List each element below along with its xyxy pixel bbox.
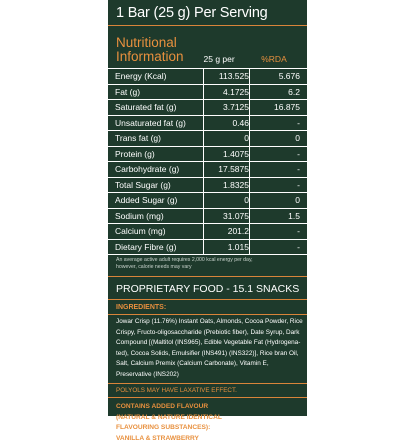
row-rda: - [250, 180, 300, 190]
nutrition-table [108, 68, 307, 255]
row-value: 31.075 [204, 211, 249, 221]
row-value: 201.2 [204, 226, 249, 236]
table-row [108, 69, 307, 85]
energy-note-line-2: however, calorie needs may vary [116, 264, 307, 271]
table-row [108, 131, 307, 147]
row-value: 3.7125 [204, 102, 249, 112]
flavour-line-4: VANILLA & STRAWBERRY [116, 434, 307, 444]
row-label: Calcium (mg) [108, 226, 203, 236]
table-row [108, 224, 307, 240]
nutrition-header [108, 25, 307, 68]
row-label: Carbohydrate (g) [108, 164, 203, 174]
row-rda: - [250, 242, 300, 252]
nutrition-label-panel [108, 0, 307, 416]
row-label: Added Sugar (g) [108, 195, 203, 205]
table-row [108, 178, 307, 194]
row-rda: 0 [250, 133, 300, 143]
row-rda: 1.5 [250, 211, 300, 221]
flavour-line-2: (NATURAL & NATURE IDENTICAL [116, 413, 307, 424]
row-label: Total Sugar (g) [108, 180, 203, 190]
flavour-line-3: FLAVOURING SUBSTANCES): [116, 423, 307, 434]
row-label: Dietary Fibre (g) [108, 242, 203, 252]
per-serving-header: 25 g per [204, 54, 256, 64]
ingredients-heading: INGREDIENTS: [108, 299, 307, 314]
row-value: 1.015 [204, 242, 249, 252]
row-label: Protein (g) [108, 149, 203, 159]
row-label: Fat (g) [108, 87, 203, 97]
row-rda: 0 [250, 195, 300, 205]
ingredients-text: Jowar Crisp (11.76%) Instant Oats, Almonds, Cocoa Powder, Rice Crispy, Fructo-oligosaccharide (Prebiotic fiber), Date Syrup, Dark Compound [(Maltitol (INS965), Edible Vegetable Fat (Hydrogena- ted), Cocoa Solids, Emulsifier (INS491) (INS322)], Rice bran Oil, Salt, Calcium Premix (Calcium Carbonate), Vitamin E, Preservative (INS202) [108, 314, 307, 383]
row-value: 1.8325 [204, 180, 249, 190]
proprietary-food-label: PROPRIETARY FOOD - 15.1 SNACKS [108, 276, 307, 299]
polyols-warning: POLYOLS MAY HAVE LAXATIVE EFFECT. [108, 383, 307, 398]
table-row [108, 240, 307, 256]
title-line-2: Information [116, 50, 204, 64]
table-row [108, 209, 307, 225]
row-rda: 6.2 [250, 87, 300, 97]
title-line-1: Nutritional [116, 36, 204, 50]
row-rda: - [250, 118, 300, 128]
row-value: 0 [204, 195, 249, 205]
energy-note-line-1: An average active adult requires 2,000 kcal energy per day, [116, 257, 307, 264]
rda-header: %RDA [255, 54, 301, 64]
flavour-line-1: CONTAINS ADDED FLAVOUR [116, 402, 307, 413]
row-rda: - [250, 149, 300, 159]
row-label: Unsaturated fat (g) [108, 118, 203, 128]
row-value: 113.525 [204, 71, 249, 81]
row-value: 17.5875 [204, 164, 249, 174]
table-row [108, 162, 307, 178]
row-rda: 5.676 [250, 71, 300, 81]
row-label: Sodium (mg) [108, 211, 203, 221]
row-rda: - [250, 226, 300, 236]
energy-note [108, 255, 307, 273]
row-label: Energy (Kcal) [108, 71, 203, 81]
row-value: 4.1725 [204, 87, 249, 97]
nutrition-title [116, 36, 204, 64]
table-row [108, 147, 307, 163]
table-row [108, 100, 307, 116]
row-value: 1.4075 [204, 149, 249, 159]
flavour-statement [108, 398, 307, 444]
table-row [108, 193, 307, 209]
row-label: Trans fat (g) [108, 133, 203, 143]
serving-size: 1 Bar (25 g) Per Serving [108, 0, 307, 25]
row-rda: - [250, 164, 300, 174]
row-value: 0.46 [204, 118, 249, 128]
table-row [108, 85, 307, 101]
row-rda: 16.875 [250, 102, 300, 112]
row-label: Saturated fat (g) [108, 102, 203, 112]
row-value: 0 [204, 133, 249, 143]
table-row [108, 116, 307, 132]
